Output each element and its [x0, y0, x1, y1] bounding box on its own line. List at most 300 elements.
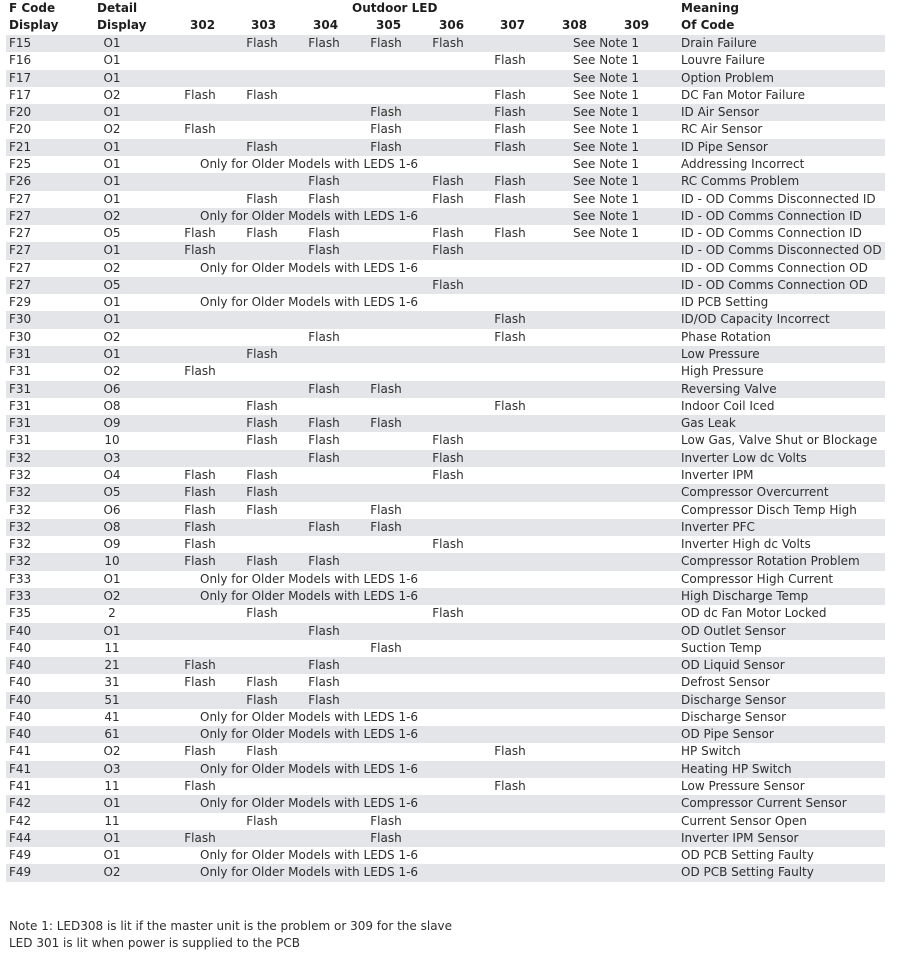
detail-cell: 11	[104, 779, 120, 794]
f-code-cell: F27	[9, 277, 32, 292]
see-note-cell: See Note 1	[573, 174, 640, 189]
meaning-cell: Inverter IPM	[681, 468, 754, 482]
header-led-306: 306	[439, 18, 465, 32]
f-code-cell: F40	[9, 658, 32, 673]
table-row	[6, 432, 885, 449]
detail-cell: 41	[104, 709, 120, 724]
table-row	[6, 139, 885, 156]
detail-cell: O2	[103, 364, 121, 379]
meaning-cell: Addressing Incorrect	[681, 156, 805, 171]
older-models-span: Only for Older Models with LEDS 1-6	[200, 796, 419, 811]
meaning-cell: OD Outlet Sensor	[681, 623, 786, 638]
f-code-cell: F21	[9, 139, 32, 154]
meaning-cell: High Pressure	[681, 364, 764, 379]
meaning-cell: Discharge Sensor	[681, 692, 787, 707]
meaning-cell: OD Pipe Sensor	[681, 727, 774, 742]
f-code-cell: F33	[9, 571, 32, 586]
led-304-cell: Flash	[308, 554, 340, 569]
led-307-cell: Flash	[494, 105, 526, 120]
led-304-cell: Flash	[308, 329, 340, 344]
led-304-cell: Flash	[308, 226, 340, 241]
meaning-cell: Suction Temp	[681, 640, 762, 655]
led-303-cell: Flash	[246, 36, 278, 50]
older-models-span: Only for Older Models with LEDS 1-6	[200, 709, 419, 724]
detail-cell: O5	[103, 485, 121, 500]
led-306-cell: Flash	[432, 36, 464, 50]
f-code-cell: F32	[9, 554, 32, 569]
f-code-cell: F30	[9, 329, 32, 344]
led-304-cell: Flash	[308, 243, 340, 258]
table-row	[6, 87, 885, 104]
older-models-span: Only for Older Models with LEDS 1-6	[200, 260, 419, 275]
f-code-cell: F31	[9, 433, 32, 448]
led-307-cell: Flash	[494, 191, 526, 206]
detail-cell: O2	[103, 208, 121, 223]
led-307-cell: Flash	[494, 779, 526, 794]
led-305-cell: Flash	[370, 381, 402, 396]
meaning-cell: Compressor Rotation Problem	[681, 554, 860, 569]
f-code-cell: F42	[9, 796, 32, 811]
table-row	[6, 588, 885, 605]
detail-cell: O6	[103, 502, 121, 517]
detail-cell: O8	[103, 398, 121, 413]
led-306-cell: Flash	[432, 433, 464, 448]
meaning-cell: OD Liquid Sensor	[681, 658, 785, 673]
table-row	[6, 329, 885, 346]
meaning-cell: DC Fan Motor Failure	[681, 87, 805, 102]
f-code-cell: F41	[9, 761, 32, 776]
table-row	[6, 104, 885, 121]
led-306-cell: Flash	[432, 606, 464, 621]
meaning-cell: ID/OD Capacity Incorrect	[681, 312, 830, 327]
meaning-cell: Inverter High dc Volts	[681, 537, 811, 552]
led-303-cell: Flash	[246, 554, 278, 569]
led-303-cell: Flash	[246, 813, 278, 828]
detail-cell: O2	[103, 87, 121, 102]
f-code-cell: F32	[9, 450, 32, 465]
f-code-cell: F20	[9, 105, 32, 120]
see-note-cell: See Note 1	[573, 87, 640, 102]
led-303-cell: Flash	[246, 606, 278, 621]
meaning-cell: HP Switch	[681, 744, 741, 759]
see-note-cell: See Note 1	[573, 191, 640, 206]
led-304-cell: Flash	[308, 381, 340, 396]
f-code-cell: F25	[9, 156, 32, 171]
meaning-cell: ID PCB Setting	[681, 295, 769, 310]
meaning-cell: ID - OD Comms Connection ID	[681, 208, 862, 223]
older-models-span: Only for Older Models with LEDS 1-6	[200, 588, 419, 603]
led-306-cell: Flash	[432, 450, 464, 465]
meaning-cell: OD dc Fan Motor Locked	[681, 606, 827, 621]
meaning-cell: Louvre Failure	[681, 53, 765, 68]
led-303-cell: Flash	[246, 191, 278, 206]
meaning-cell: Phase Rotation	[681, 329, 771, 344]
table-row	[6, 398, 885, 415]
led-304-cell: Flash	[308, 623, 340, 638]
detail-cell: O1	[103, 156, 121, 171]
led-302-cell: Flash	[184, 485, 216, 500]
meaning-cell: Inverter IPM Sensor	[681, 830, 799, 845]
note-2: LED 301 is lit when power is supplied to the PCB	[9, 936, 300, 950]
note-1: Note 1: LED308 is lit if the master unit is the problem or 309 for the slave	[9, 919, 453, 933]
meaning-cell: ID Air Sensor	[681, 105, 760, 120]
table-row	[6, 208, 885, 225]
led-302-cell: Flash	[184, 502, 216, 517]
header-led-303: 303	[251, 18, 277, 32]
table-row	[6, 571, 885, 588]
table-row	[6, 813, 885, 830]
table-row	[6, 346, 885, 363]
led-307-cell: Flash	[494, 329, 526, 344]
led-303-cell: Flash	[246, 347, 278, 362]
table-row	[6, 864, 885, 881]
detail-cell: O9	[103, 416, 121, 431]
detail-cell: O1	[103, 347, 121, 362]
table-row	[6, 726, 885, 743]
detail-cell: O1	[103, 623, 121, 638]
detail-cell: 51	[104, 692, 120, 707]
led-305-cell: Flash	[370, 36, 402, 50]
detail-cell: O3	[103, 450, 121, 465]
led-307-cell: Flash	[494, 122, 526, 137]
f-code-cell: F35	[9, 606, 32, 621]
f-code-cell: F32	[9, 468, 32, 482]
meaning-cell: Compressor Disch Temp High	[681, 502, 857, 517]
led-304-cell: Flash	[308, 658, 340, 673]
detail-cell: O2	[103, 588, 121, 603]
led-306-cell: Flash	[432, 174, 464, 189]
detail-cell: O1	[103, 796, 121, 811]
led-306-cell: Flash	[432, 468, 464, 482]
table-row	[6, 52, 885, 69]
table-row	[6, 640, 885, 657]
f-code-cell: F27	[9, 243, 32, 258]
detail-cell: O1	[103, 243, 121, 258]
f-code-cell: F44	[9, 830, 32, 845]
f-code-cell: F31	[9, 416, 32, 431]
led-304-cell: Flash	[308, 416, 340, 431]
detail-cell: 11	[104, 813, 120, 828]
table-row	[6, 519, 885, 536]
older-models-span: Only for Older Models with LEDS 1-6	[200, 295, 419, 310]
table-row	[6, 35, 885, 52]
detail-cell: O1	[103, 830, 121, 845]
detail-cell: 11	[104, 640, 120, 655]
f-code-cell: F31	[9, 347, 32, 362]
table-row	[6, 847, 885, 864]
led-304-cell: Flash	[308, 692, 340, 707]
table-row	[6, 795, 885, 812]
led-306-cell: Flash	[432, 226, 464, 241]
table-row	[6, 191, 885, 208]
detail-cell: O1	[103, 571, 121, 586]
led-302-cell: Flash	[184, 554, 216, 569]
detail-cell: O1	[103, 70, 121, 85]
f-code-cell: F40	[9, 692, 32, 707]
header-detail-line2: Display	[97, 18, 147, 32]
led-302-cell: Flash	[184, 87, 216, 102]
table-row	[6, 605, 885, 622]
led-305-cell: Flash	[370, 640, 402, 655]
f-code-cell: F17	[9, 87, 32, 102]
meaning-cell: ID - OD Comms Connection ID	[681, 226, 862, 241]
led-304-cell: Flash	[308, 174, 340, 189]
header-led-307: 307	[500, 18, 526, 32]
meaning-cell: Low Pressure	[681, 347, 760, 362]
led-307-cell: Flash	[494, 744, 526, 759]
table-row	[6, 415, 885, 432]
meaning-cell: ID - OD Comms Connection OD	[681, 277, 868, 292]
meaning-cell: Inverter PFC	[681, 519, 755, 534]
meaning-cell: High Discharge Temp	[681, 588, 809, 603]
detail-cell: O2	[103, 865, 121, 880]
led-303-cell: Flash	[246, 226, 278, 241]
see-note-cell: See Note 1	[573, 122, 640, 137]
led-304-cell: Flash	[308, 36, 340, 50]
table-row	[6, 277, 885, 294]
led-302-cell: Flash	[184, 744, 216, 759]
f-code-cell: F40	[9, 623, 32, 638]
detail-cell: O9	[103, 537, 121, 552]
older-models-span: Only for Older Models with LEDS 1-6	[200, 727, 419, 742]
detail-cell: O2	[103, 122, 121, 137]
led-304-cell: Flash	[308, 450, 340, 465]
detail-cell: O4	[103, 468, 121, 482]
f-code-cell: F30	[9, 312, 32, 327]
led-306-cell: Flash	[432, 277, 464, 292]
older-models-span: Only for Older Models with LEDS 1-6	[200, 571, 419, 586]
meaning-cell: Compressor Overcurrent	[681, 485, 829, 500]
detail-cell: 31	[104, 675, 120, 690]
led-306-cell: Flash	[432, 191, 464, 206]
header-led-304: 304	[313, 18, 339, 32]
meaning-cell: Compressor High Current	[681, 571, 834, 586]
detail-cell: O2	[103, 744, 121, 759]
header-meaning-line1: Meaning	[681, 1, 739, 15]
table-row	[6, 709, 885, 726]
meaning-cell: Gas Leak	[681, 416, 736, 431]
table-row	[6, 657, 885, 674]
detail-cell: O2	[103, 329, 121, 344]
led-302-cell: Flash	[184, 779, 216, 794]
see-note-cell: See Note 1	[573, 105, 640, 120]
header-led-309: 309	[624, 18, 650, 32]
led-302-cell: Flash	[184, 675, 216, 690]
f-code-cell: F40	[9, 709, 32, 724]
table-row	[6, 450, 885, 467]
detail-cell: 10	[104, 554, 120, 569]
f-code-cell: F31	[9, 364, 32, 379]
meaning-cell: RC Comms Problem	[681, 174, 800, 189]
led-305-cell: Flash	[370, 139, 402, 154]
table-row	[6, 553, 885, 570]
see-note-cell: See Note 1	[573, 70, 640, 85]
detail-cell: 2	[108, 606, 116, 621]
header-led-308: 308	[562, 18, 588, 32]
header-fcode-line2: Display	[9, 18, 59, 32]
detail-cell: O6	[103, 381, 121, 396]
table-row	[6, 502, 885, 519]
meaning-cell: Drain Failure	[681, 36, 757, 50]
f-code-cell: F26	[9, 174, 32, 189]
led-304-cell: Flash	[308, 191, 340, 206]
detail-cell: 61	[104, 727, 120, 742]
led-307-cell: Flash	[494, 139, 526, 154]
header-led-305: 305	[376, 18, 402, 32]
led-305-cell: Flash	[370, 502, 402, 517]
f-code-cell: F27	[9, 260, 32, 275]
older-models-span: Only for Older Models with LEDS 1-6	[200, 156, 419, 171]
led-303-cell: Flash	[246, 433, 278, 448]
led-307-cell: Flash	[494, 312, 526, 327]
f-code-cell: F49	[9, 865, 32, 880]
led-303-cell: Flash	[246, 502, 278, 517]
meaning-cell: ID - OD Comms Disconnected OD	[681, 243, 882, 258]
detail-cell: O1	[103, 105, 121, 120]
led-303-cell: Flash	[246, 398, 278, 413]
meaning-cell: Inverter Low dc Volts	[681, 450, 807, 465]
meaning-cell: RC Air Sensor	[681, 122, 763, 137]
table-row	[6, 70, 885, 87]
table-row	[6, 363, 885, 380]
led-307-cell: Flash	[494, 53, 526, 68]
led-302-cell: Flash	[184, 658, 216, 673]
led-307-cell: Flash	[494, 226, 526, 241]
header-fcode-line1: F Code	[9, 1, 56, 15]
led-302-cell: Flash	[184, 243, 216, 258]
see-note-cell: See Note 1	[573, 53, 640, 68]
f-code-cell: F41	[9, 779, 32, 794]
f-code-cell: F27	[9, 208, 32, 223]
header-outdoor-led: Outdoor LED	[352, 1, 438, 15]
f-code-cell: F31	[9, 381, 32, 396]
table-row	[6, 761, 885, 778]
f-code-cell: F32	[9, 502, 32, 517]
meaning-cell: ID Pipe Sensor	[681, 139, 768, 154]
led-303-cell: Flash	[246, 675, 278, 690]
meaning-cell: Discharge Sensor	[681, 709, 787, 724]
table-row	[6, 743, 885, 760]
led-305-cell: Flash	[370, 105, 402, 120]
header-led-302: 302	[190, 18, 216, 32]
detail-cell: O1	[103, 139, 121, 154]
meaning-cell: Reversing Valve	[681, 381, 777, 396]
led-302-cell: Flash	[184, 226, 216, 241]
meaning-cell: Option Problem	[681, 70, 774, 85]
led-304-cell: Flash	[308, 433, 340, 448]
f-code-cell: F15	[9, 36, 32, 50]
led-303-cell: Flash	[246, 468, 278, 482]
f-code-cell: F41	[9, 744, 32, 759]
older-models-span: Only for Older Models with LEDS 1-6	[200, 865, 419, 880]
led-304-cell: Flash	[308, 675, 340, 690]
detail-cell: O8	[103, 519, 121, 534]
older-models-span: Only for Older Models with LEDS 1-6	[200, 848, 419, 863]
led-305-cell: Flash	[370, 830, 402, 845]
meaning-cell: OD PCB Setting Faulty	[681, 865, 814, 880]
meaning-cell: Indoor Coil Iced	[681, 398, 775, 413]
led-305-cell: Flash	[370, 122, 402, 137]
detail-cell: 21	[104, 658, 120, 673]
table-row	[6, 830, 885, 847]
see-note-cell: See Note 1	[573, 156, 640, 171]
f-code-cell: F32	[9, 519, 32, 534]
f-code-cell: F17	[9, 70, 32, 85]
detail-cell: O1	[103, 174, 121, 189]
detail-cell: 10	[104, 433, 120, 448]
detail-cell: O1	[103, 36, 121, 50]
led-305-cell: Flash	[370, 416, 402, 431]
led-303-cell: Flash	[246, 744, 278, 759]
table-row	[6, 156, 885, 173]
detail-cell: O1	[103, 53, 121, 68]
f-code-cell: F42	[9, 813, 32, 828]
f-code-cell: F29	[9, 295, 32, 310]
detail-cell: O2	[103, 260, 121, 275]
table-row	[6, 536, 885, 553]
table-row	[6, 467, 885, 484]
f-code-cell: F32	[9, 537, 32, 552]
see-note-cell: See Note 1	[573, 36, 640, 50]
table-row	[6, 225, 885, 242]
f-code-cell: F20	[9, 122, 32, 137]
led-302-cell: Flash	[184, 519, 216, 534]
table-row	[6, 173, 885, 190]
table-row	[6, 260, 885, 277]
table-row	[6, 692, 885, 709]
f-code-cell: F33	[9, 588, 32, 603]
table-row	[6, 242, 885, 259]
led-303-cell: Flash	[246, 692, 278, 707]
f-code-cell: F49	[9, 848, 32, 863]
f-code-cell: F40	[9, 727, 32, 742]
led-303-cell: Flash	[246, 485, 278, 500]
f-code-cell: F40	[9, 675, 32, 690]
meaning-cell: OD PCB Setting Faulty	[681, 848, 814, 863]
table-row	[6, 381, 885, 398]
meaning-cell: Current Sensor Open	[681, 813, 807, 828]
meaning-cell: Heating HP Switch	[681, 761, 792, 776]
meaning-cell: Low Gas, Valve Shut or Blockage	[681, 433, 878, 448]
led-305-cell: Flash	[370, 813, 402, 828]
header-detail-line1: Detail	[97, 1, 138, 15]
detail-cell: O1	[103, 312, 121, 327]
led-306-cell: Flash	[432, 243, 464, 258]
table-row	[6, 778, 885, 795]
table-row	[6, 294, 885, 311]
table-row	[6, 311, 885, 328]
older-models-span: Only for Older Models with LEDS 1-6	[200, 208, 419, 223]
led-303-cell: Flash	[246, 139, 278, 154]
detail-cell: O1	[103, 191, 121, 206]
detail-cell: O3	[103, 761, 121, 776]
f-code-cell: F32	[9, 485, 32, 500]
meaning-cell: ID - OD Comms Connection OD	[681, 260, 868, 275]
led-307-cell: Flash	[494, 174, 526, 189]
see-note-cell: See Note 1	[573, 208, 640, 223]
f-code-cell: F27	[9, 191, 32, 206]
meaning-cell: Defrost Sensor	[681, 675, 770, 690]
header-meaning-line2: Of Code	[681, 18, 735, 32]
led-302-cell: Flash	[184, 122, 216, 137]
older-models-span: Only for Older Models with LEDS 1-6	[200, 761, 419, 776]
meaning-cell: Low Pressure Sensor	[681, 779, 805, 794]
led-306-cell: Flash	[432, 537, 464, 552]
table-row	[6, 674, 885, 691]
led-307-cell: Flash	[494, 398, 526, 413]
f-code-cell: F40	[9, 640, 32, 655]
f-code-cell: F16	[9, 53, 32, 68]
